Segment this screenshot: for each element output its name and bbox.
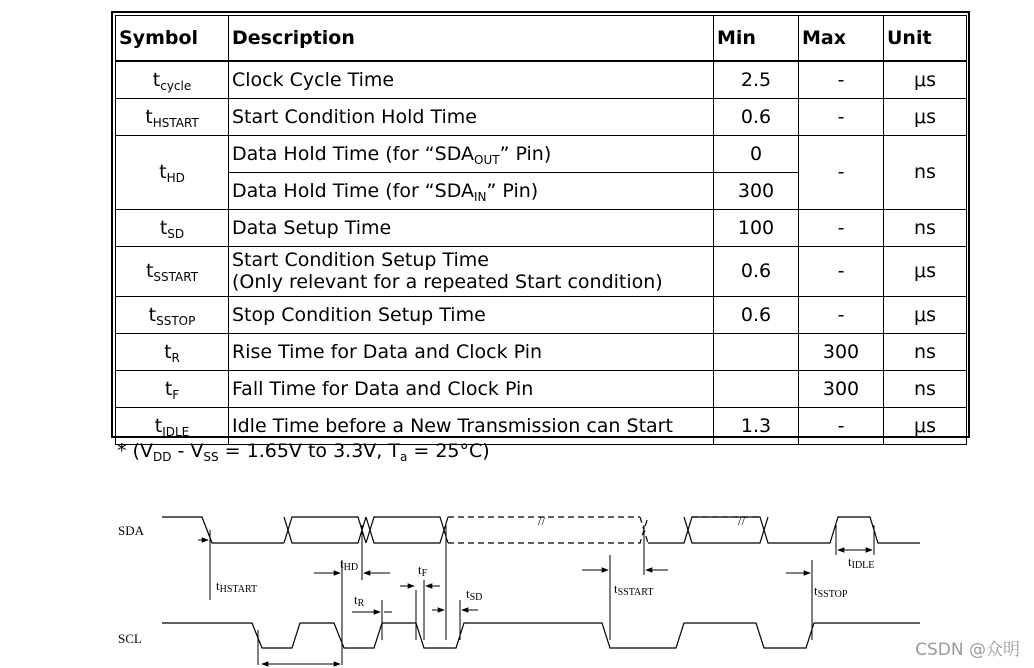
- max-cell: -: [799, 135, 884, 209]
- unit-cell: ns: [884, 209, 967, 246]
- min-cell: [714, 333, 799, 370]
- timing-spec-table: [115, 15, 967, 445]
- symbol-cell: $t_{IDLE}$: [116, 407, 229, 444]
- header-max: Max: [799, 16, 884, 62]
- description-cell: Idle Time before a New Transmission can Start: [229, 407, 714, 444]
- t-sd-label: tSD: [466, 586, 483, 603]
- timing-spec-table-frame: [111, 11, 970, 438]
- min-cell: 0.6: [714, 296, 799, 333]
- max-cell: -: [799, 209, 884, 246]
- symbol-cell: $t_F$: [116, 370, 229, 407]
- i2c-timing-diagram: [0, 490, 1034, 668]
- t-r-label: tR: [354, 592, 365, 609]
- sda-data-bit-1: [284, 517, 366, 543]
- timing-markers: [210, 525, 874, 665]
- table-row: [116, 296, 967, 333]
- min-cell: 1.3: [714, 407, 799, 444]
- unit-cell: μs: [884, 98, 967, 135]
- symbol-cell: $t_{SD}$: [116, 209, 229, 246]
- min-cell: 0.6: [714, 98, 799, 135]
- unit-cell: μs: [884, 296, 967, 333]
- break-mark: //: [738, 513, 746, 528]
- description-cell: Fall Time for Data and Clock Pin: [229, 370, 714, 407]
- header-description: Description: [229, 16, 714, 62]
- symbol-cell: $t_{HD}$: [116, 135, 229, 209]
- watermark: CSDN @众明: [915, 640, 1020, 660]
- t-sstart-label: tSSTART: [614, 581, 654, 598]
- description-cell: Data Setup Time: [229, 209, 714, 246]
- min-cell: 2.5: [714, 61, 799, 98]
- t-hstart-label: tHSTART: [216, 578, 258, 595]
- scl-clock: [162, 623, 920, 648]
- t-hd-label: tHD: [340, 556, 359, 573]
- description-cell: Clock Cycle Time: [229, 61, 714, 98]
- sda-stop-segment: [648, 517, 920, 543]
- min-cell: 100: [714, 209, 799, 246]
- header-min: Min: [714, 16, 799, 62]
- unit-cell: μs: [884, 407, 967, 444]
- description-cell: Start Condition Setup Time (Only relevant for a repeated Start condition): [229, 246, 714, 296]
- max-cell: 300: [799, 333, 884, 370]
- sda-dashed-segment: [448, 517, 648, 543]
- table-row: [116, 61, 967, 98]
- symbol-cell: $t_{cycle}$: [116, 61, 229, 98]
- t-sstop-label: tSSTOP: [814, 583, 848, 600]
- timing-arrows: [198, 540, 875, 664]
- sda-start-fall: [162, 517, 284, 543]
- unit-cell: μs: [884, 246, 967, 296]
- max-cell: -: [799, 98, 884, 135]
- table-row: [116, 209, 967, 246]
- table-row: [116, 98, 967, 135]
- description-cell: Data Hold Time (for “$SDA_{OUT}$” Pin): [229, 135, 714, 172]
- unit-cell: ns: [884, 370, 967, 407]
- description-cell: Stop Condition Setup Time: [229, 296, 714, 333]
- max-cell: -: [799, 61, 884, 98]
- table-row: [116, 135, 967, 172]
- description-cell: Data Hold Time (for “$SDA_{IN}$” Pin): [229, 172, 714, 209]
- header-symbol: Symbol: [116, 16, 229, 62]
- max-cell: -: [799, 296, 884, 333]
- header-unit: Unit: [884, 16, 967, 62]
- max-cell: 300: [799, 370, 884, 407]
- symbol-cell: $t_R$: [116, 333, 229, 370]
- symbol-cell: $t_{SSTOP}$: [116, 296, 229, 333]
- sda-data-bit-2: [366, 517, 448, 543]
- conditions-note: * ($V_{DD} - V_{SS} = 1.65V$ to 3.3V, $T_a = 25^\circ C$): [117, 440, 490, 464]
- table-row: [116, 370, 967, 407]
- symbol-cell: $t_{SSTART}$: [116, 246, 229, 296]
- min-cell: 0.6: [714, 246, 799, 296]
- scl-label: SCL: [118, 631, 142, 646]
- min-cell: [714, 370, 799, 407]
- scl-waveform: [162, 623, 920, 648]
- break-mark: //: [538, 513, 546, 528]
- sda-label: SDA: [118, 523, 145, 538]
- symbol-cell: $t_{HSTART}$: [116, 98, 229, 135]
- t-idle-label: tIDLE: [848, 554, 875, 571]
- unit-cell: ns: [884, 333, 967, 370]
- min-cell: 0: [714, 135, 799, 172]
- t-f-label: tF: [418, 562, 428, 579]
- max-cell: -: [799, 246, 884, 296]
- max-cell: -: [799, 407, 884, 444]
- table-row: [116, 246, 967, 296]
- table-row: [116, 407, 967, 444]
- description-cell: Rise Time for Data and Clock Pin: [229, 333, 714, 370]
- table-header-row: [116, 16, 967, 62]
- description-cell: Start Condition Hold Time: [229, 98, 714, 135]
- table-row: [116, 333, 967, 370]
- min-cell: 300: [714, 172, 799, 209]
- unit-cell: ns: [884, 135, 967, 209]
- unit-cell: μs: [884, 61, 967, 98]
